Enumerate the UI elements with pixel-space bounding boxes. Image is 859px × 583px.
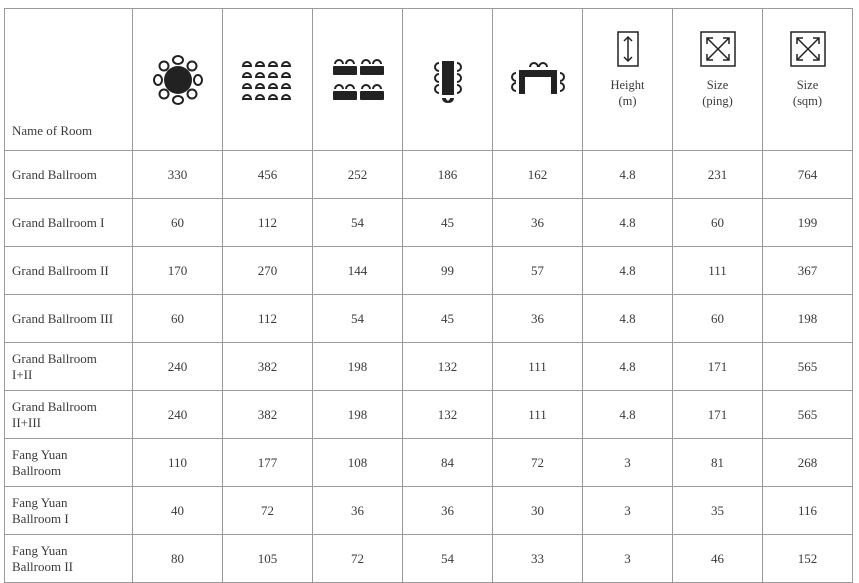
size-ping-label: Size — [706, 78, 729, 92]
banquet-value-cell: 110 — [133, 439, 223, 487]
banquet-value-cell: 60 — [133, 295, 223, 343]
classroom-value-cell: 54 — [313, 295, 403, 343]
boardroom-value-cell: 132 — [403, 391, 493, 439]
size-sqm-value-cell: 199 — [763, 199, 853, 247]
name-of-room-header: Name of Room — [5, 9, 133, 151]
expand-arrows-icon — [700, 31, 736, 67]
room-capacity-table-wrapper — [4, 8, 853, 583]
room-name-cell — [5, 439, 133, 487]
table-row — [5, 535, 853, 583]
size-ping-value-cell: 60 — [673, 295, 763, 343]
room-name-line2: Ballroom II — [12, 558, 74, 574]
boardroom-table-icon — [428, 55, 468, 105]
height-value-cell: 4.8 — [583, 343, 673, 391]
room-name-line2: Ballroom I — [12, 510, 69, 526]
size-ping-value-cell: 60 — [673, 199, 763, 247]
size-ping-value-cell: 171 — [673, 343, 763, 391]
table-row — [5, 247, 853, 295]
size-sqm-value-cell: 268 — [763, 439, 853, 487]
boardroom-value-cell: 54 — [403, 535, 493, 583]
classroom-value-cell: 198 — [313, 343, 403, 391]
size-ping-value-cell: 171 — [673, 391, 763, 439]
height-arrow-icon — [617, 31, 639, 67]
table-row — [5, 439, 853, 487]
theater-value-cell: 456 — [223, 151, 313, 199]
boardroom-value-cell: 186 — [403, 151, 493, 199]
size-sqm-value-cell: 565 — [763, 343, 853, 391]
height-value-cell: 4.8 — [583, 199, 673, 247]
table-body — [5, 151, 853, 583]
table-row — [5, 343, 853, 391]
u-shape-value-cell: 36 — [493, 295, 583, 343]
size-ping-unit: (ping) — [702, 94, 733, 108]
height-value-cell: 4.8 — [583, 247, 673, 295]
height-header — [583, 9, 673, 151]
u-shape-value-cell: 111 — [493, 391, 583, 439]
table-row — [5, 487, 853, 535]
size-ping-value-cell: 231 — [673, 151, 763, 199]
room-name-line2: Ballroom — [12, 462, 62, 478]
theater-value-cell: 382 — [223, 391, 313, 439]
height-value-cell: 3 — [583, 535, 673, 583]
room-name-line1: Fang Yuan — [12, 542, 68, 558]
banquet-value-cell: 240 — [133, 343, 223, 391]
room-name-line1: Grand Ballroom I — [12, 214, 105, 230]
size-sqm-value-cell: 565 — [763, 391, 853, 439]
height-value-cell: 3 — [583, 487, 673, 535]
size-ping-value-cell: 81 — [673, 439, 763, 487]
banquet-round-table-icon — [150, 52, 206, 108]
banquet-value-cell: 330 — [133, 151, 223, 199]
theater-value-cell: 112 — [223, 199, 313, 247]
theater-value-cell: 270 — [223, 247, 313, 295]
theater-seating-icon — [240, 58, 296, 102]
size-ping-value-cell: 35 — [673, 487, 763, 535]
u-shape-value-cell: 33 — [493, 535, 583, 583]
classroom-value-cell: 252 — [313, 151, 403, 199]
table-row — [5, 199, 853, 247]
room-name-cell — [5, 247, 133, 295]
room-name-cell — [5, 295, 133, 343]
u-shape-value-cell: 36 — [493, 199, 583, 247]
banquet-value-cell: 60 — [133, 199, 223, 247]
u-shape-value-cell: 72 — [493, 439, 583, 487]
room-name-cell — [5, 535, 133, 583]
room-name-line2: II+III — [12, 414, 41, 430]
table-row — [5, 391, 853, 439]
room-name-cell — [5, 391, 133, 439]
banquet-value-cell: 80 — [133, 535, 223, 583]
room-name-line1: Grand Ballroom — [12, 166, 97, 182]
height-label: Height — [610, 78, 645, 92]
size-ping-header — [673, 9, 763, 151]
height-value-cell: 3 — [583, 439, 673, 487]
classroom-seating-icon — [330, 55, 386, 105]
size-sqm-header — [763, 9, 853, 151]
room-name-cell — [5, 343, 133, 391]
banquet-value-cell: 170 — [133, 247, 223, 295]
table-row — [5, 151, 853, 199]
boardroom-header — [403, 9, 493, 151]
room-name-cell — [5, 487, 133, 535]
boardroom-value-cell: 99 — [403, 247, 493, 295]
classroom-value-cell: 72 — [313, 535, 403, 583]
theater-value-cell: 105 — [223, 535, 313, 583]
classroom-header — [313, 9, 403, 151]
u-shape-value-cell: 111 — [493, 343, 583, 391]
classroom-value-cell: 36 — [313, 487, 403, 535]
room-capacity-table — [4, 8, 853, 583]
header-row — [5, 9, 853, 151]
boardroom-value-cell: 45 — [403, 199, 493, 247]
room-name-line1: Fang Yuan — [12, 446, 68, 462]
banquet-header — [133, 9, 223, 151]
banquet-value-cell: 240 — [133, 391, 223, 439]
classroom-value-cell: 108 — [313, 439, 403, 487]
room-name-line1: Grand Ballroom III — [12, 310, 114, 326]
size-sqm-unit: (sqm) — [792, 94, 823, 108]
theater-value-cell: 177 — [223, 439, 313, 487]
height-value-cell: 4.8 — [583, 151, 673, 199]
boardroom-value-cell: 36 — [403, 487, 493, 535]
size-sqm-value-cell: 116 — [763, 487, 853, 535]
room-name-line1: Fang Yuan — [12, 494, 68, 510]
room-name-line1: Grand Ballroom — [12, 398, 97, 414]
room-name-cell — [5, 151, 133, 199]
u-shape-value-cell: 162 — [493, 151, 583, 199]
size-sqm-value-cell: 764 — [763, 151, 853, 199]
size-sqm-value-cell: 367 — [763, 247, 853, 295]
u-shape-value-cell: 30 — [493, 487, 583, 535]
height-value-cell: 4.8 — [583, 391, 673, 439]
boardroom-value-cell: 84 — [403, 439, 493, 487]
theater-header — [223, 9, 313, 151]
u-shape-table-icon — [509, 60, 567, 100]
u-shape-value-cell: 57 — [493, 247, 583, 295]
room-name-cell — [5, 199, 133, 247]
theater-value-cell: 382 — [223, 343, 313, 391]
banquet-value-cell: 40 — [133, 487, 223, 535]
theater-value-cell: 72 — [223, 487, 313, 535]
height-unit: (m) — [618, 94, 637, 108]
classroom-value-cell: 198 — [313, 391, 403, 439]
room-name-line1: Grand Ballroom — [12, 350, 97, 366]
size-ping-value-cell: 46 — [673, 535, 763, 583]
boardroom-value-cell: 132 — [403, 343, 493, 391]
size-sqm-label: Size — [796, 78, 819, 92]
size-ping-value-cell: 111 — [673, 247, 763, 295]
room-name-line2: I+II — [12, 366, 33, 382]
height-value-cell: 4.8 — [583, 295, 673, 343]
table-row — [5, 295, 853, 343]
room-name-line1: Grand Ballroom II — [12, 262, 109, 278]
boardroom-value-cell: 45 — [403, 295, 493, 343]
classroom-value-cell: 144 — [313, 247, 403, 295]
theater-value-cell: 112 — [223, 295, 313, 343]
expand-arrows-icon — [790, 31, 826, 67]
size-sqm-value-cell: 198 — [763, 295, 853, 343]
classroom-value-cell: 54 — [313, 199, 403, 247]
u-shape-header — [493, 9, 583, 151]
size-sqm-value-cell: 152 — [763, 535, 853, 583]
